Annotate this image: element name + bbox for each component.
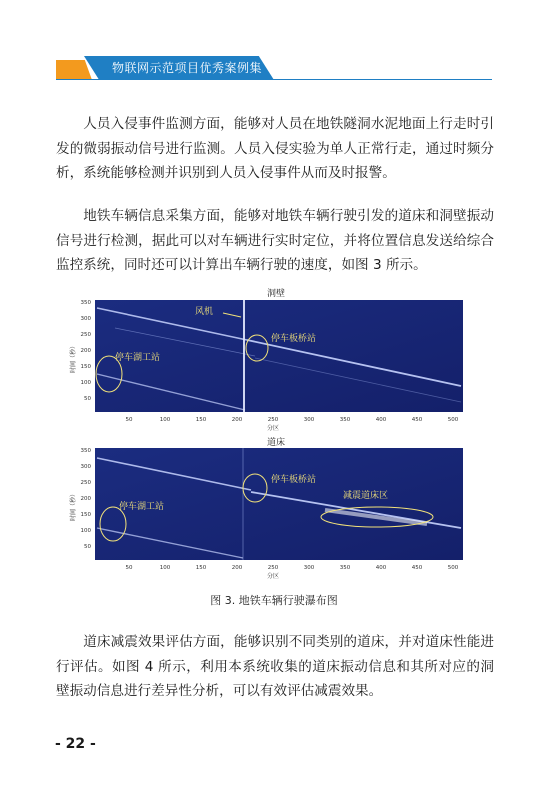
x-tick: 450 [411, 417, 423, 423]
x-tick: 250 [267, 565, 279, 571]
panel-2-plot [55, 446, 495, 586]
x-tick: 50 [125, 565, 133, 571]
y-tick: 150 [80, 364, 91, 370]
x-tick: 200 [231, 417, 243, 423]
panel-1-plot [55, 298, 495, 448]
x-tick: 100 [159, 417, 171, 423]
x-tick: 450 [411, 565, 423, 571]
y-tick: 250 [80, 332, 91, 338]
x-tick: 150 [195, 417, 207, 423]
x-tick: 300 [303, 565, 315, 571]
y-tick: 300 [80, 464, 91, 470]
x-tick: 400 [375, 417, 387, 423]
x-tick: 150 [195, 565, 207, 571]
panel-1-title: 洞壁 [267, 289, 286, 299]
paragraph-damping-eval: 道床减震效果评估方面，能够识别不同类别的道床，并对道床性能进行评估。如图 4 所示，利用本系统收集的道床振动信息和其所对应的洞壁振动信息进行差异性分析，可以有效评估减震效果。 [56, 634, 494, 699]
annotation-banqiao-2: 停车板桥站 [271, 475, 317, 485]
y-tick: 350 [80, 448, 91, 454]
y-tick: 300 [80, 316, 91, 322]
paragraph-vehicle-info: 地铁车辆信息采集方面，能够对地铁车辆行驶引发的道床和洞壁振动信号进行检测，据此可以对车辆进行实时定位，并将位置信息发送给综合监控系统，同时还可以计算出车辆行驶的速度，如图 3 所示。 [56, 208, 494, 273]
panel-1-ylabel: 时间（秒） [70, 342, 77, 374]
y-tick: 100 [80, 528, 91, 534]
panel-2-ylabel: 时间（秒） [70, 490, 77, 522]
x-tick: 300 [303, 417, 315, 423]
x-tick: 100 [159, 565, 171, 571]
y-tick: 250 [80, 480, 91, 486]
annotation-hugong-2: 停车湖工站 [119, 502, 165, 512]
figure-caption: 图 3. 地铁车辆行驶瀑布图 [210, 594, 338, 607]
x-tick: 350 [339, 417, 351, 423]
y-tick: 50 [84, 544, 91, 550]
y-tick: 200 [80, 496, 91, 502]
x-tick: 50 [125, 417, 133, 423]
y-tick: 150 [80, 512, 91, 518]
x-tick: 200 [231, 565, 243, 571]
x-tick: 350 [339, 565, 351, 571]
annotation-hugong-1: 停车湖工站 [115, 353, 161, 363]
x-tick: 500 [447, 417, 459, 423]
y-tick: 50 [84, 396, 91, 402]
annotation-damping: 减震道床区 [343, 491, 389, 501]
header-orange-tab [56, 60, 92, 80]
y-tick: 100 [80, 380, 91, 386]
header-rule [56, 79, 492, 80]
header-title: 物联网示范项目优秀案例集 [112, 61, 263, 75]
page-header [0, 52, 548, 82]
panel-2-title: 道床 [267, 438, 286, 448]
panel-1-xlabel: 分区 [266, 425, 280, 432]
paragraph-intrusion: 人员入侵事件监测方面，能够对人员在地铁隧洞水泥地面上行走时引发的微弱振动信号进行监测。人员入侵实验为单人正常行走，通过时频分析，系统能够检测并识别到人员入侵事件从而及时报警。 [56, 116, 494, 181]
y-tick: 350 [80, 300, 91, 306]
x-tick: 500 [447, 565, 459, 571]
annotation-fan: 风机 [195, 307, 214, 317]
annotation-banqiao-1: 停车板桥站 [271, 334, 317, 344]
x-tick: 250 [267, 417, 279, 423]
page-number: - 22 - [55, 736, 96, 752]
y-tick: 200 [80, 348, 91, 354]
panel-2-xlabel: 分区 [266, 573, 280, 580]
x-tick: 400 [375, 565, 387, 571]
waterfall-figure [55, 286, 495, 586]
